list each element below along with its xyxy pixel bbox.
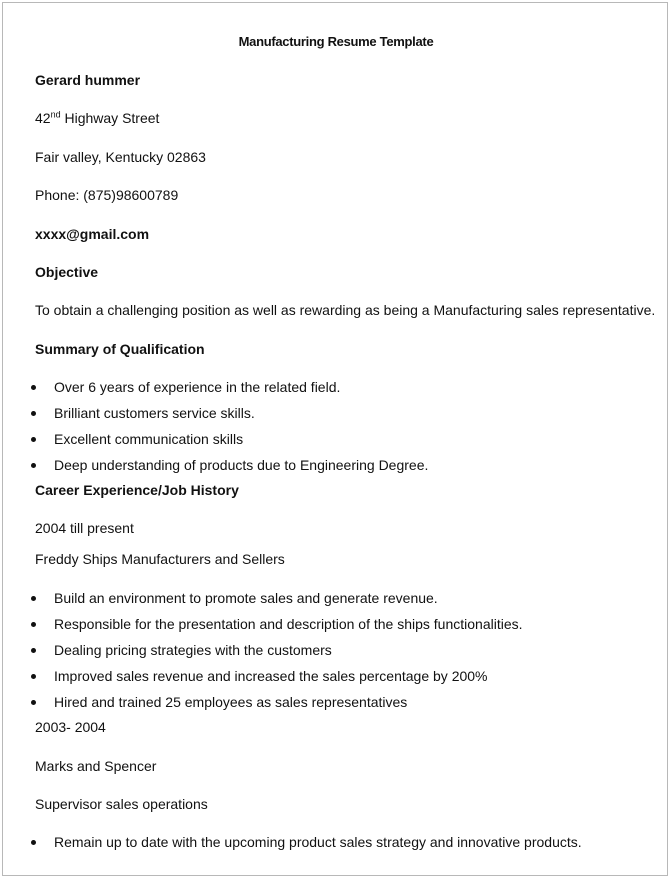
job-role: Supervisor sales operations <box>35 796 208 812</box>
address-number: 42 <box>35 110 51 126</box>
address-ordinal-suffix: nd <box>50 109 61 120</box>
summary-heading: Summary of Qualification <box>35 341 205 357</box>
email-line: xxxx@gmail.com <box>35 226 150 242</box>
document-title: Manufacturing Resume Template <box>238 34 434 49</box>
job-duty-item: Hired and trained 25 employees as sales representatives <box>30 693 523 711</box>
job-duty-item: Build an environment to promote sales and generate revenue. <box>30 589 523 607</box>
applicant-name: Gerard hummer <box>35 72 141 88</box>
phone-line: Phone: (875)98600789 <box>35 187 179 203</box>
job-period: 2004 till present <box>35 520 134 536</box>
job-period: 2003- 2004 <box>35 719 106 735</box>
job-duties-list <box>30 833 582 851</box>
summary-item: Deep understanding of products due to Engineering Degree. <box>30 456 428 474</box>
summary-list <box>30 378 428 474</box>
objective-text: To obtain a challenging position as well as rewarding as being a Manufacturing sales representative. <box>35 302 656 318</box>
job-company: Marks and Spencer <box>35 758 157 774</box>
address-street: Highway Street <box>60 110 160 126</box>
job-duty-item: Responsible for the presentation and description of the ships functionalities. <box>30 615 523 633</box>
objective-heading: Objective <box>35 264 99 280</box>
job-company: Freddy Ships Manufacturers and Sellers <box>35 551 285 567</box>
job-duty-item: Dealing pricing strategies with the customers <box>30 641 523 659</box>
city-line: Fair valley, Kentucky 02863 <box>35 149 206 165</box>
summary-item: Over 6 years of experience in the related field. <box>30 378 428 396</box>
experience-heading: Career Experience/Job History <box>35 482 239 498</box>
address-line <box>35 109 159 127</box>
summary-item: Brilliant customers service skills. <box>30 404 428 422</box>
job-duty-item: Remain up to date with the upcoming product sales strategy and innovative products. <box>30 833 582 851</box>
job-duty-item: Improved sales revenue and increased the sales percentage by 200% <box>30 667 523 685</box>
summary-item: Excellent communication skills <box>30 430 428 448</box>
job-duties-list <box>30 589 523 711</box>
